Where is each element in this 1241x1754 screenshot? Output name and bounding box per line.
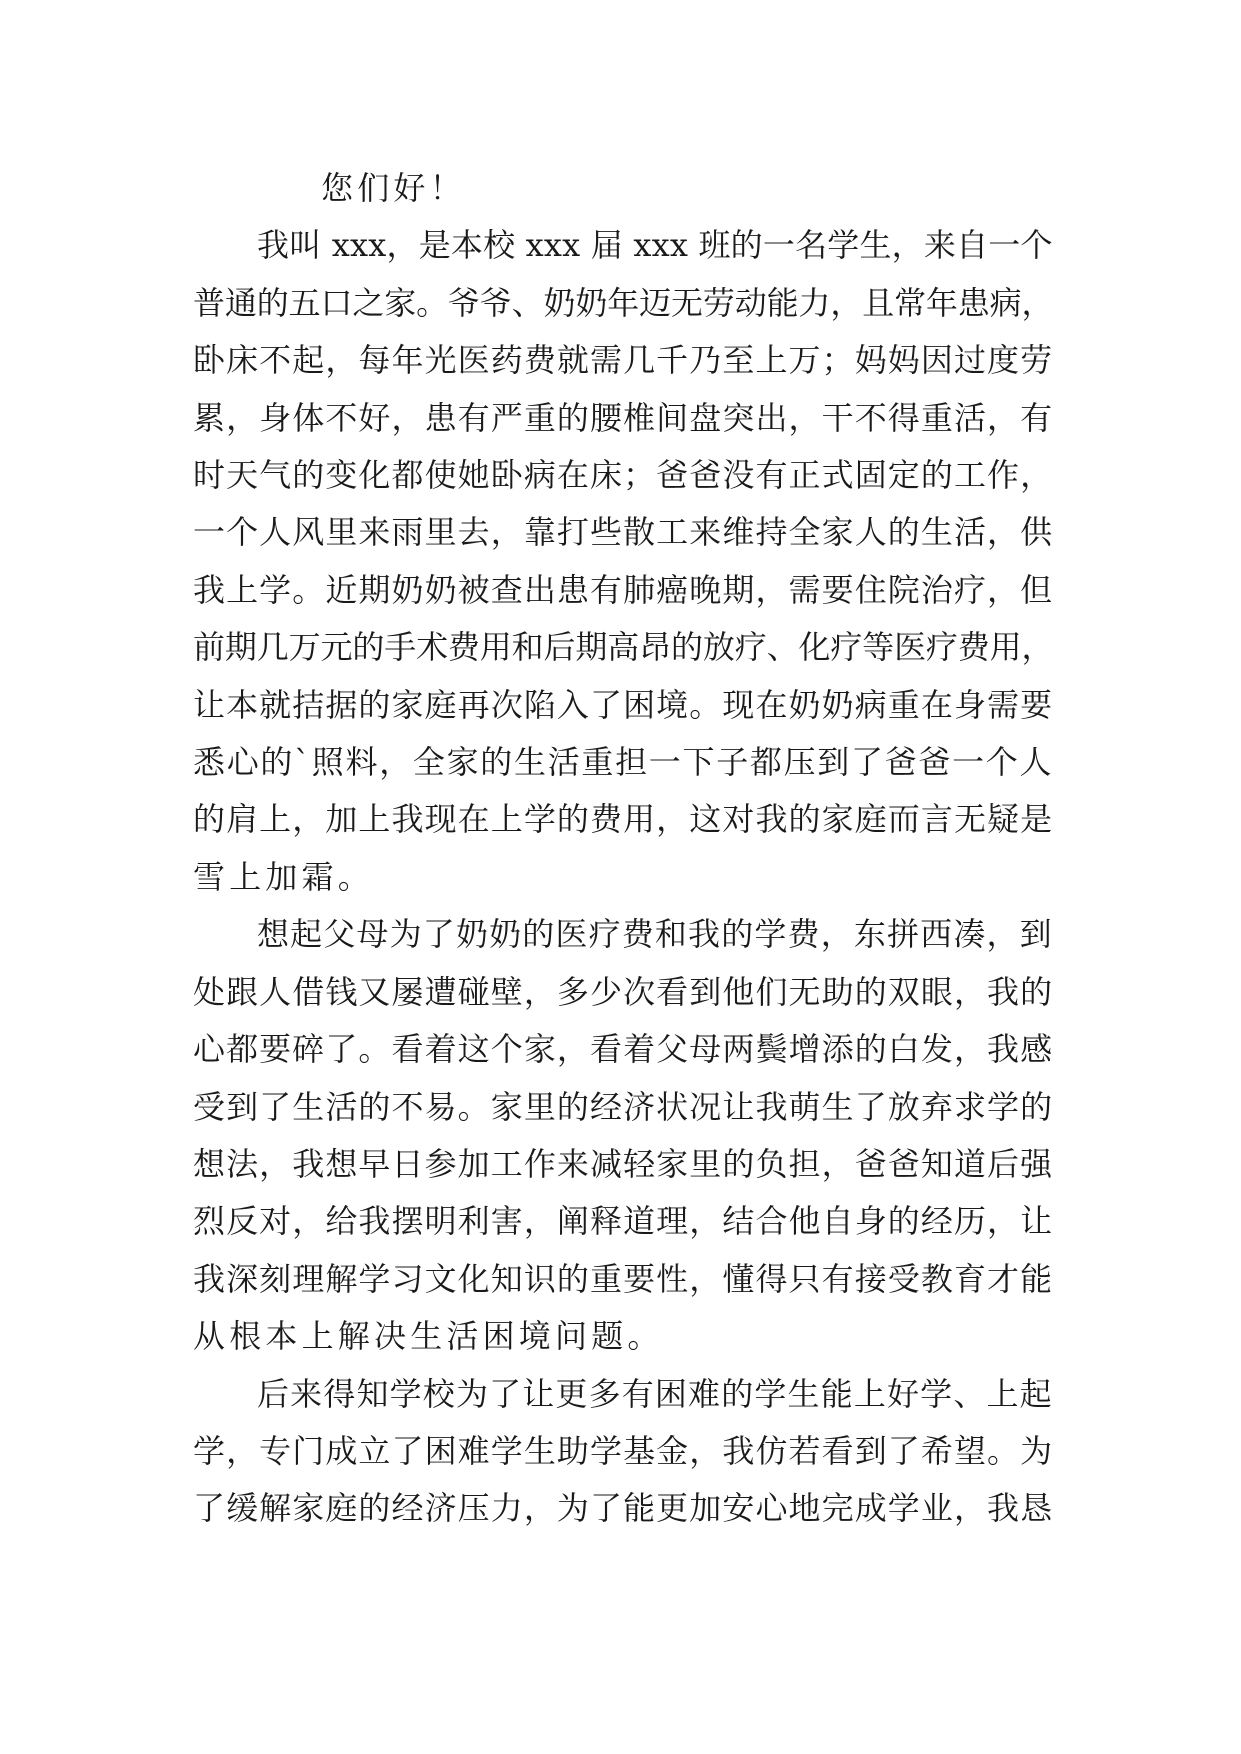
paragraph-line: 让本就拮据的家庭再次陷入了困境。现在奶奶病重在身需要 <box>193 685 1054 724</box>
paragraph-line: 时天气的变化都使她卧病在床；爸爸没有正式固定的工作， <box>193 456 1054 495</box>
paragraph-line: 卧床不起，每年光医药费就需几千乃至上万；妈妈因过度劳 <box>193 341 1054 380</box>
paragraph-line: 从根本上解决生活困境问题。 <box>193 1317 664 1356</box>
paragraph-line: 雪上加霜。 <box>193 857 375 896</box>
paragraph-line: 后来得知学校为了让更多有困难的学生能上好学、上起 <box>257 1374 1053 1413</box>
paragraph-line: 累，身体不好，患有严重的腰椎间盘突出，干不得重活，有 <box>193 398 1054 437</box>
paragraph-line: 前期几万元的手术费用和后期高昂的放疗、化疗等医疗费用， <box>193 628 1054 667</box>
paragraph-line: 我深刻理解学习文化知识的重要性，懂得只有接受教育才能 <box>193 1259 1054 1298</box>
paragraph-line: 我上学。近期奶奶被查出患有肺癌晚期，需要住院治疗，但 <box>193 570 1054 609</box>
paragraph-scholarship-fund <box>193 1366 1053 1538</box>
paragraph-line: 想法，我想早日参加工作来减轻家里的负担，爸爸知道后强 <box>193 1144 1054 1183</box>
paragraph-line: 了缓解家庭的经济压力，为了能更加安心地完成学业，我恳 <box>193 1489 1054 1528</box>
paragraph-line: 烈反对，给我摆明利害，阐释道理，结合他自身的经历，让 <box>193 1202 1054 1241</box>
paragraph-line: 想起父母为了奶奶的医疗费和我的学费，东拼西凑，到 <box>257 915 1053 954</box>
paragraph-line: 悉心的`照料，全家的生活重担一下子都压到了爸爸一个人 <box>193 743 1054 782</box>
paragraph-line: 处跟人借钱又屡遭碰壁，多少次看到他们无助的双眼，我的 <box>193 972 1054 1011</box>
paragraph-parents-struggle <box>193 906 1053 1365</box>
paragraph-line: 普通的五口之家。爷爷、奶奶年迈无劳动能力，且常年患病， <box>193 283 1054 322</box>
greeting-paragraph <box>193 160 1053 217</box>
paragraph-line: 一个人风里来雨里去，靠打些散工来维持全家人的生活，供 <box>193 513 1054 552</box>
paragraph-line: 受到了生活的不易。家里的经济状况让我萌生了放弃求学的 <box>193 1087 1054 1126</box>
paragraph-line: 的肩上，加上我现在上学的费用，这对我的家庭而言无疑是 <box>193 800 1054 839</box>
letter-body <box>193 160 1053 1538</box>
paragraph-line: 我叫 xxx，是本校 xxx 届 xxx 班的一名学生，来自一个 <box>257 226 1053 265</box>
greeting-line: 您们好！ <box>321 169 466 207</box>
paragraph-family-situation <box>193 217 1053 906</box>
paragraph-line: 心都要碎了。看着这个家，看着父母两鬓增添的白发，我感 <box>193 1030 1054 1069</box>
paragraph-line: 学，专门成立了困难学生助学基金，我仿若看到了希望。为 <box>193 1431 1054 1470</box>
